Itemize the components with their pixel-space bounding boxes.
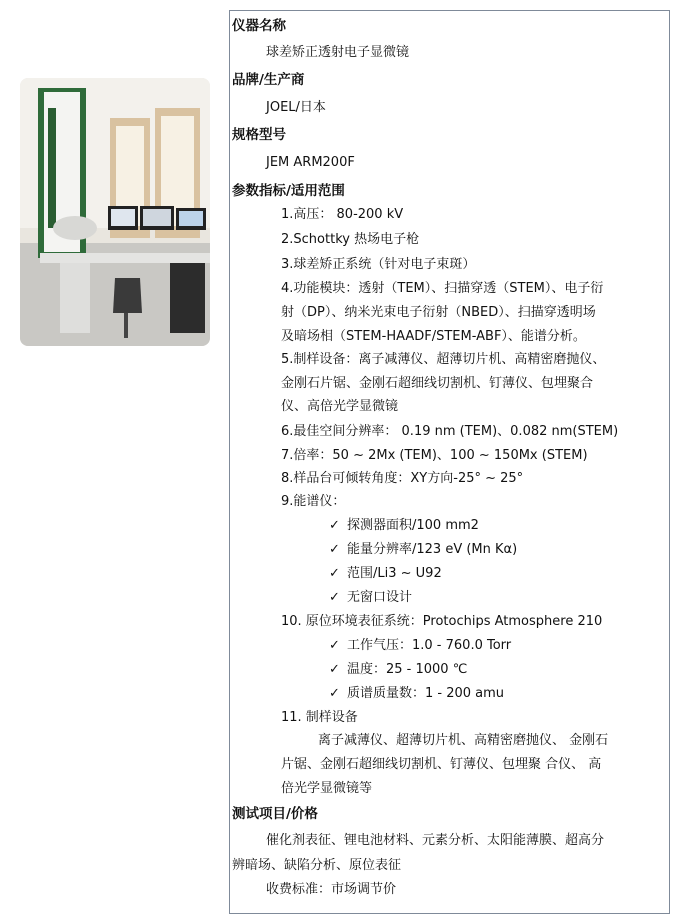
- line-text: 2.Schottky 热场电子枪: [281, 232, 420, 247]
- line-text: 8.样品台可倾转角度：XY方向-25° ~ 25°: [281, 471, 524, 486]
- microscope-photo: [20, 78, 210, 346]
- section-line: [281, 781, 372, 797]
- line-text: 催化剂表征、锂电池材料、元素分析、太阳能薄膜、超高分: [266, 833, 605, 848]
- checklist-item: [329, 662, 467, 678]
- line-text: 仪、高倍光学显微镜: [281, 399, 399, 414]
- line-text: 4.功能模块：透射（TEM）、扫描穿透（STEM）、电子衍: [281, 281, 604, 296]
- line-text: 倍光学显微镜等: [281, 781, 373, 796]
- check-icon: ✓: [329, 518, 340, 533]
- section-line: [266, 155, 355, 171]
- section-line: [281, 471, 523, 487]
- check-icon: ✓: [329, 542, 340, 557]
- line-text: 3.球差矫正系统（针对电子束斑）: [281, 257, 476, 272]
- section-line: [281, 232, 419, 248]
- line-text: 10. 原位环境表征系统：Protochips Atmosphere 210: [281, 614, 603, 629]
- section-line: [281, 281, 603, 297]
- section-line: [281, 614, 602, 630]
- checklist-item: [329, 638, 511, 654]
- section-line: [281, 257, 475, 273]
- section-line: [266, 45, 409, 61]
- section-line: [281, 305, 596, 321]
- line-text: 金刚石片锯、金刚石超细线切割机、钉薄仪、包埋聚合: [281, 376, 594, 391]
- section-line: [281, 329, 586, 345]
- line-text: 9.能谱仪：: [281, 494, 346, 509]
- section-line: [281, 494, 345, 510]
- section-heading: 规格型号: [232, 127, 286, 143]
- section-heading: 仪器名称: [232, 18, 286, 34]
- line-text: 辨暗场、缺陷分析、原位表征: [232, 858, 402, 873]
- line-text: 片锯、金刚石超细线切割机、钉薄仪、包埋聚 合仪、 高: [281, 757, 602, 772]
- section-line: [281, 352, 605, 368]
- line-text: 工作气压：1.0 - 760.0 Torr: [347, 638, 512, 653]
- section-line: [281, 399, 398, 415]
- line-text: 11. 制样设备: [281, 710, 358, 725]
- line-text: 球差矫正透射电子显微镜: [266, 45, 410, 60]
- line-text: JOEL/日本: [266, 100, 326, 115]
- line-text: 离子减薄仪、超薄切片机、高精密磨抛仪、 金刚石: [318, 733, 609, 748]
- line-text: 范围/Li3 ~ U92: [347, 566, 442, 581]
- line-text: 射（DP）、纳米光束电子衍射（NBED）、扫描穿透明场: [281, 305, 596, 320]
- section-line: [281, 207, 403, 223]
- section-line: [232, 858, 401, 874]
- line-text: 6.最佳空间分辨率： 0.19 nm (TEM)、0.082 nm(STEM): [281, 424, 619, 439]
- check-icon: ✓: [329, 566, 340, 581]
- line-text: 质谱质量数：1 - 200 amu: [347, 686, 505, 701]
- line-text: 及暗场相（STEM-HAADF/STEM-ABF）、能谱分析。: [281, 329, 586, 344]
- check-icon: ✓: [329, 590, 340, 605]
- section-heading: 品牌/生产商: [232, 72, 305, 88]
- checklist-item: [329, 542, 517, 558]
- section-line: [281, 376, 593, 392]
- checklist-item: [329, 590, 412, 606]
- section-heading: 测试项目/价格: [232, 806, 318, 822]
- checklist-item: [329, 518, 479, 534]
- section-line: [281, 757, 601, 773]
- line-text: 探测器面积/100 mm2: [347, 518, 479, 533]
- line-text: JEM ARM200F: [266, 155, 355, 170]
- checklist-item: [329, 686, 504, 702]
- checklist-item: [329, 566, 442, 582]
- check-icon: ✓: [329, 686, 340, 701]
- section-line: [318, 733, 608, 749]
- line-text: 温度：25 - 1000 ℃: [347, 662, 468, 677]
- section-line: [281, 424, 618, 440]
- line-text: 无窗口设计: [347, 590, 413, 605]
- line-text: 能量分辨率/123 eV (Mn Kα): [347, 542, 518, 557]
- line-text: 7.倍率：50 ~ 2Mx (TEM)、100 ~ 150Mx (STEM): [281, 448, 588, 463]
- check-icon: ✓: [329, 662, 340, 677]
- line-text: 收费标准：市场调节价: [266, 882, 397, 897]
- section-line: [281, 448, 588, 464]
- line-text: 5.制样设备：离子减薄仪、超薄切片机、高精密磨抛仪、: [281, 352, 606, 367]
- check-icon: ✓: [329, 638, 340, 653]
- section-line: [281, 710, 358, 726]
- section-line: [266, 882, 396, 898]
- line-text: 1.高压： 80-200 kV: [281, 207, 404, 222]
- section-line: [266, 100, 326, 116]
- section-heading: 参数指标/适用范围: [232, 183, 345, 199]
- section-line: [266, 833, 604, 849]
